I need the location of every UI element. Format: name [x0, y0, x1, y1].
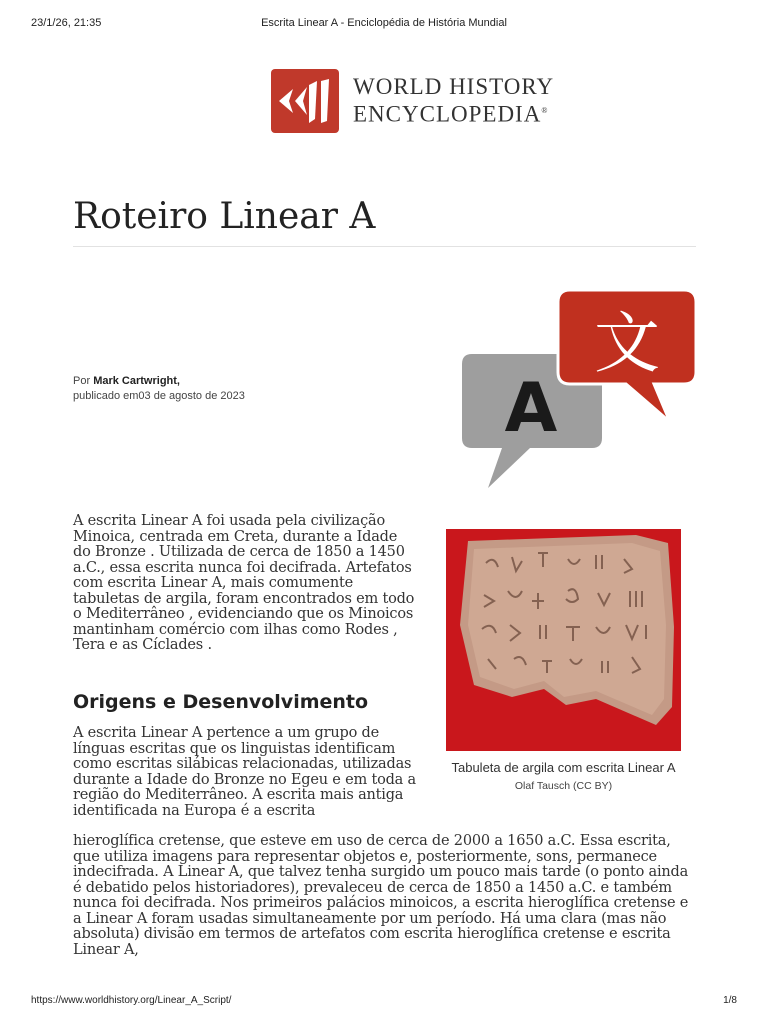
section-heading: Origens e Desenvolvimento — [73, 691, 369, 713]
print-page-title: Escrita Linear A - Enciclopédia de História Mundial — [261, 17, 507, 29]
byline — [73, 374, 245, 404]
title-divider — [73, 246, 696, 247]
figure-caption: Tabuleta de argila com escrita Linear A — [451, 760, 676, 775]
logo-line-1: WORLD HISTORY — [353, 74, 555, 100]
tablet-image — [446, 529, 681, 751]
site-logo[interactable] — [271, 69, 554, 133]
latin-letter: A — [504, 369, 558, 448]
section-paragraph-part2: hieroglífica cretense, que esteve em uso de cerca de 2000 a 1650 a.C. Essa escrita, que utiliza imagens para representar objetos e, posteriormente, sons, permanece indecifrada. A Linear A, que talvez tenha surgido um pouco mais tarde (o ponto ainda é debatido pelos historiadores), prevaleceu de cerca de 1850 a 1450 a.C. e também nunca foi decifrada. Nos primeiros palácios minoicos, a escrita hieroglífica cretense e a Linear A foram usadas simultaneamente por um período. Há uma clara (mas não absoluta) divisão em termos de artefatos com escrita hieroglífica cretense e escrita Linear A, — [73, 833, 689, 958]
logo-wordmark — [353, 75, 554, 127]
print-datetime: 23/1/26, 21:35 — [31, 17, 102, 29]
publish-date: publicado em03 de agosto de 2023 — [73, 390, 245, 402]
intro-paragraph: A escrita Linear A foi usada pela civilização Minoica, centrada em Creta, durante a Idade do Bronze . Utilizada de cerca de 1850 a 1450 a.C., essa escrita nunca foi decifrada. Artefatos com escrita Linear A, mais comumente tabuletas de argila, foram encontrados em todo o Mediterrâneo , evidenciando que os Minoicos mantinham comércio com ilhas como Rodes , Tera e as Cíclades . — [73, 513, 415, 653]
print-page-number: 1/8 — [723, 995, 737, 1006]
logo-registered: ® — [541, 106, 549, 116]
translation-icon — [458, 288, 698, 498]
byline-prefix: Por — [73, 375, 91, 387]
author-link[interactable]: Mark Cartwright, — [93, 375, 180, 387]
tablet-figure — [446, 529, 681, 792]
logo-mark-icon — [271, 69, 339, 133]
figure-credit[interactable]: Olaf Tausch (CC BY) — [514, 780, 613, 792]
article-title: Roteiro Linear A — [73, 196, 376, 237]
logo-line-2: ENCYCLOPEDIA — [353, 101, 542, 127]
print-url: https://www.worldhistory.org/Linear_A_Script/ — [31, 995, 232, 1006]
section-paragraph-part1: A escrita Linear A pertence a um grupo de línguas escritas que os linguistas identificam como escritas silábicas relacionadas, utilizadas durante a Idade do Bronze no Egeu e em toda a região do Mediterrâneo. A escrita mais antiga identificada na Europa é a escrita — [73, 725, 416, 819]
cjk-letter: 文 — [594, 305, 660, 382]
